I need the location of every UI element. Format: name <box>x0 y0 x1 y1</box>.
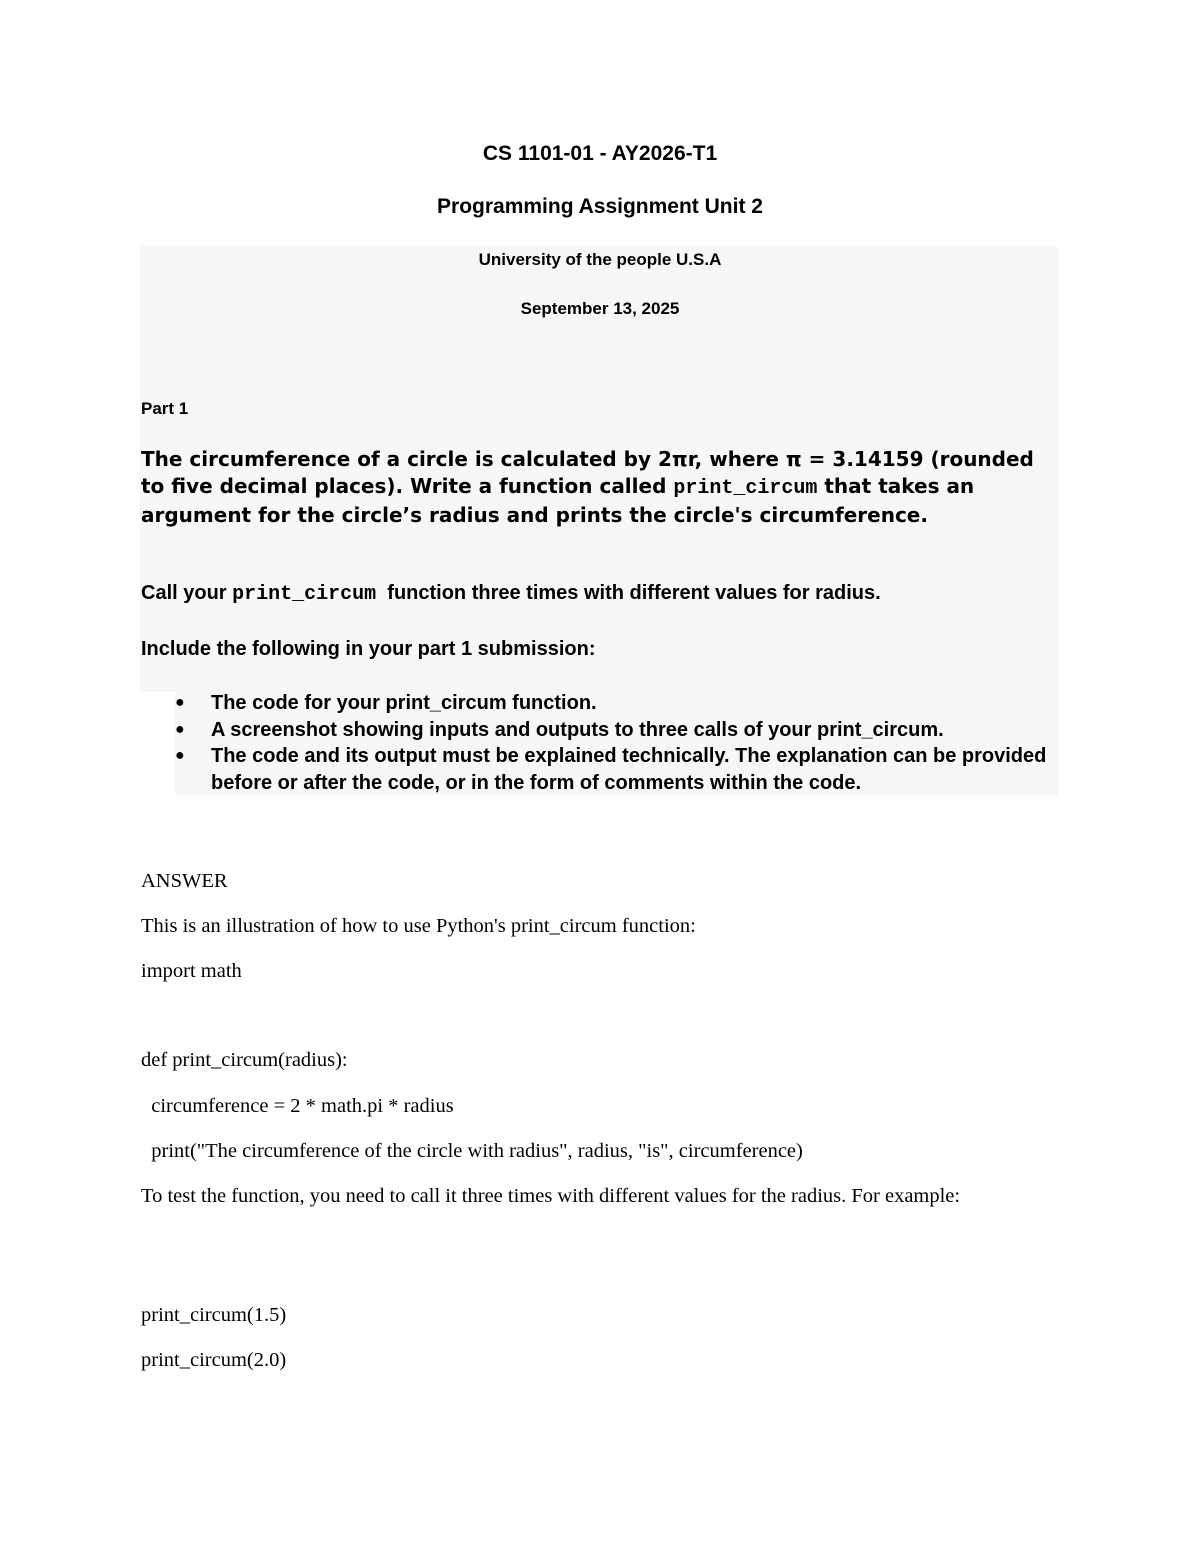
list-item <box>141 743 1061 796</box>
course-title: CS 1101-01 - AY2026-T1 <box>482 142 718 165</box>
test-instructions: To test the function, you need to call it three times with different values for the radius. For example: <box>141 1185 961 1207</box>
requirements-list <box>141 690 1061 796</box>
answer-heading: ANSWER <box>141 870 228 892</box>
bullet-icon: ● <box>175 694 185 711</box>
list-item <box>141 717 1061 744</box>
example-call: print_circum(2.0) <box>141 1349 287 1371</box>
list-item <box>141 690 1061 717</box>
code-assign-line: circumference = 2 * math.pi * radius <box>141 1095 454 1117</box>
bullet-icon: ● <box>175 747 185 764</box>
code-def-line: def print_circum(radius): <box>141 1049 348 1071</box>
requirement-text: The code for your print_circum function. <box>211 692 597 714</box>
task-prompt <box>141 446 1046 529</box>
prompt-text-end: that takes an argument for the circle’s radius and prints the circle's circumference. <box>141 473 975 527</box>
example-call: print_circum(1.5) <box>141 1304 287 1326</box>
prompt-function-name: print_circum <box>673 476 818 500</box>
submission-date: September 13, 2025 <box>520 299 680 318</box>
requirement-text: The code and its output must be explained technically. The explanation can be provided before or after the code, or in the form of comments within the code. <box>211 745 1047 794</box>
assignment-title: Programming Assignment Unit 2 <box>437 195 763 218</box>
prompt-text-start: The circumference of a circle is calculated by 2πr, where π = 3.14159 (rounded to five decimal places). Write a function called <box>141 447 1034 498</box>
requirement-text: A screenshot showing inputs and outputs to three calls of your print_circum. <box>211 718 944 741</box>
code-print-line: print("The circumference of the circle with radius", radius, "is", circumference) <box>141 1140 803 1162</box>
bullet-icon: ● <box>175 720 185 738</box>
call-text-end: function three times with different values for radius. <box>376 582 881 604</box>
call-function-name: print_circum <box>232 583 377 606</box>
answer-intro: This is an illustration of how to use Python's print_circum function: <box>141 915 696 937</box>
part-heading: Part 1 <box>141 399 189 418</box>
call-text-start: Call your <box>141 582 233 604</box>
call-instruction <box>141 582 1041 606</box>
code-import-line: import math <box>141 960 242 982</box>
include-heading: Include the following in your part 1 submission: <box>141 638 596 660</box>
university-name: University of the people U.S.A <box>478 250 722 269</box>
